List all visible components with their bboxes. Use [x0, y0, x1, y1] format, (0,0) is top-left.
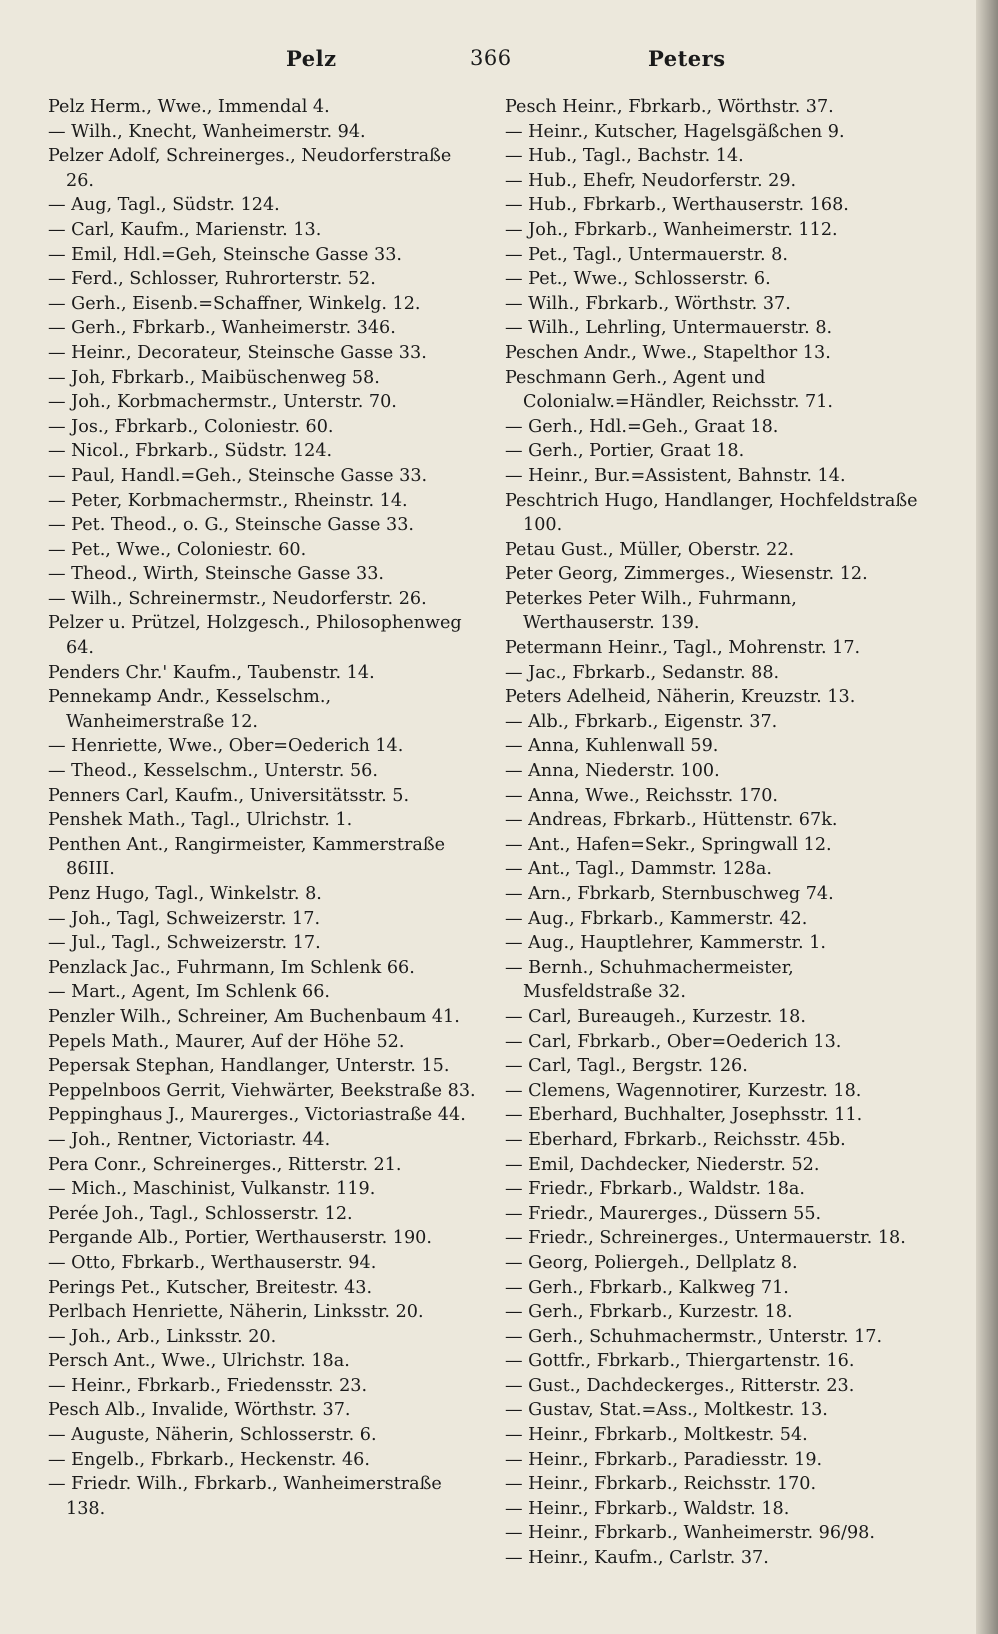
directory-entry: Penthen Ant., Rangirmeister, Kammerstraße 86III. — [48, 834, 446, 880]
directory-entry: — Friedr., Maurerges., Düssern 55. — [505, 1203, 822, 1224]
directory-entry: Pesch Heinr., Fbrkarb., Wörthstr. 37. — [505, 97, 834, 117]
directory-entry: — Pet., Wwe., Coloniestr. 60. — [48, 539, 307, 560]
directory-entry: — Pet., Wwe., Schlosserstr. 6. — [505, 269, 771, 290]
directory-entry: — Peter, Korbmachermstr., Rheinstr. 14. — [48, 490, 408, 511]
directory-entry: — Emil, Dachdecker, Niederstr. 52. — [505, 1154, 820, 1175]
directory-entry: — Gerh., Fbrkarb., Kurzestr. 18. — [505, 1302, 793, 1323]
directory-entry: Pepersak Stephan, Handlanger, Unterstr. 15. — [48, 1056, 450, 1077]
directory-entry: — Theod., Kesselschm., Unterstr. 56. — [48, 761, 378, 782]
directory-entry: Pelzer u. Prützel, Holzgesch., Philosophenweg 64. — [48, 613, 462, 659]
directory-entry: — Pet. Theod., o. G., Steinsche Gasse 33. — [48, 515, 414, 536]
directory-entry: — Carl, Fbrkarb., Ober=Oederich 13. — [505, 1031, 842, 1052]
directory-entry: — Wilh., Lehrling, Untermauerstr. 8. — [505, 318, 833, 339]
directory-entry: Penz Hugo, Tagl., Winkelstr. 8. — [48, 884, 322, 904]
directory-entry: Penzler Wilh., Schreiner, Am Buchenbaum 41. — [48, 1006, 460, 1027]
directory-entry: — Hub., Ehefr, Neudorferstr. 29. — [505, 170, 797, 191]
directory-entry: — Gust., Dachdeckerges., Ritterstr. 23. — [505, 1375, 855, 1396]
directory-entry: Pergande Alb., Portier, Werthauserstr. 190. — [48, 1228, 432, 1249]
directory-entry: — Carl, Kaufm., Marienstr. 13. — [48, 219, 322, 240]
directory-entry: Peppelnboos Gerrit, Viehwärter, Beekstraße 83. — [48, 1080, 476, 1101]
directory-entry: — Joh., Rentner, Victoriastr. 44. — [48, 1129, 331, 1150]
left-column — [48, 95, 480, 1521]
directory-entry: — Jac., Fbrkarb., Sedanstr. 88. — [505, 662, 780, 683]
directory-entry: — Andreas, Fbrkarb., Hüttenstr. 67k. — [505, 810, 838, 831]
directory-entry: — Friedr., Schreinerges., Untermauerstr. 18. — [505, 1228, 906, 1249]
directory-entry: — Aug, Tagl., Südstr. 124. — [48, 195, 280, 216]
directory-entry: — Nicol., Fbrkarb., Südstr. 124. — [48, 441, 333, 462]
directory-entry: — Aug., Hauptlehrer, Kammerstr. 1. — [505, 933, 826, 954]
directory-entry: — Bernh., Schuhmachermeister, Musfeldstraße 32. — [505, 957, 794, 1003]
directory-entry: — Pet., Tagl., Untermauerstr. 8. — [505, 244, 788, 265]
directory-entry: — Wilh., Fbrkarb., Wörthstr. 37. — [505, 293, 791, 314]
directory-entry: Perée Joh., Tagl., Schlosserstr. 12. — [48, 1203, 353, 1224]
directory-entry: — Theod., Wirth, Steinsche Gasse 33. — [48, 564, 384, 585]
directory-entry: Pelzer Adolf, Schreinerges., Neudorferstraße 26. — [48, 146, 452, 191]
directory-entry: — Friedr., Fbrkarb., Waldstr. 18a. — [505, 1179, 806, 1200]
directory-entry: — Anna, Wwe., Reichsstr. 170. — [505, 785, 778, 806]
directory-entry: — Heinr., Fbrkarb., Reichsstr. 170. — [505, 1474, 817, 1495]
right-column — [505, 95, 925, 1571]
directory-entry: — Arn., Fbrkarb, Sternbuschweg 74. — [505, 884, 834, 904]
directory-entry: — Paul, Handl.=Geh., Steinsche Gasse 33. — [48, 465, 428, 486]
directory-entry: — Heinr., Kutscher, Hagelsgäßchen 9. — [505, 121, 845, 142]
directory-entry: Pennekamp Andr., Kesselschm., Wanheimerstraße 12. — [48, 687, 332, 732]
directory-entry: — Otto, Fbrkarb., Werthauserstr. 94. — [48, 1252, 377, 1273]
directory-entry: — Heinr., Fbrkarb., Friedensstr. 23. — [48, 1375, 368, 1396]
header-left-keyword: Pelz — [286, 46, 337, 71]
directory-entry: — Eberhard, Fbrkarb., Reichsstr. 45b. — [505, 1129, 846, 1150]
directory-entry: — Joh., Tagl, Schweizerstr. 17. — [48, 908, 321, 929]
directory-entry: Petermann Heinr., Tagl., Mohrenstr. 17. — [505, 638, 861, 659]
directory-entry: Penners Carl, Kaufm., Universitätsstr. 5. — [48, 785, 410, 806]
directory-entry: — Jos., Fbrkarb., Coloniestr. 60. — [48, 416, 334, 437]
directory-entry: — Jul., Tagl., Schweizerstr. 17. — [48, 933, 321, 954]
page-header — [0, 46, 976, 82]
directory-entry: — Ant., Tagl., Dammstr. 128a. — [505, 859, 772, 880]
directory-entry: — Wilh., Schreinermstr., Neudorferstr. 26. — [48, 588, 427, 609]
directory-entry: — Gerh., Portier, Graat 18. — [505, 441, 745, 462]
directory-entry: — Anna, Kuhlenwall 59. — [505, 736, 719, 757]
directory-entry: — Emil, Hdl.=Geh, Steinsche Gasse 33. — [48, 244, 402, 265]
directory-entry: — Hub., Fbrkarb., Werthauserstr. 168. — [505, 195, 849, 216]
directory-entry: — Heinr., Fbrkarb., Moltkestr. 54. — [505, 1425, 808, 1446]
directory-entry: — Friedr. Wilh., Fbrkarb., Wanheimerstraße 138. — [48, 1474, 442, 1519]
directory-entry: — Ant., Hafen=Sekr., Springwall 12. — [505, 834, 832, 855]
directory-entry: Pepels Math., Maurer, Auf der Höhe 52. — [48, 1031, 405, 1052]
directory-entry: Petau Gust., Müller, Oberstr. 22. — [505, 539, 795, 560]
directory-entry: — Heinr., Bur.=Assistent, Bahnstr. 14. — [505, 465, 846, 486]
directory-entry: — Joh., Fbrkarb., Wanheimerstr. 112. — [505, 219, 838, 240]
directory-entry: — Alb., Fbrkarb., Eigenstr. 37. — [505, 711, 778, 732]
directory-entry: — Joh., Arb., Linksstr. 20. — [48, 1326, 277, 1347]
directory-entry: — Carl, Bureaugeh., Kurzestr. 18. — [505, 1006, 806, 1027]
directory-entry: — Henriette, Wwe., Ober=Oederich 14. — [48, 736, 404, 757]
directory-entry: — Heinr., Decorateur, Steinsche Gasse 33. — [48, 342, 427, 363]
directory-entry: — Gerh., Schuhmachermstr., Unterstr. 17. — [505, 1326, 883, 1347]
directory-entry: — Eberhard, Buchhalter, Josephsstr. 11. — [505, 1105, 863, 1126]
directory-entry: — Gerh., Eisenb.=Schaffner, Winkelg. 12. — [48, 293, 421, 314]
directory-entry: — Clemens, Wagennotirer, Kurzestr. 18. — [505, 1080, 862, 1101]
directory-entry: — Anna, Niederstr. 100. — [505, 761, 720, 782]
directory-entry: Peterkes Peter Wilh., Fuhrmann, Werthauserstr. 139. — [505, 588, 797, 634]
directory-entry: Peschen Andr., Wwe., Stapelthor 13. — [505, 342, 831, 363]
directory-entry: — Ferd., Schlosser, Ruhrorterstr. 52. — [48, 269, 376, 290]
page-edge-shadow — [976, 0, 998, 1634]
directory-entry: — Heinr., Fbrkarb., Paradiesstr. 19. — [505, 1449, 823, 1470]
directory-entry: Penzlack Jac., Fuhrmann, Im Schlenk 66. — [48, 957, 415, 978]
directory-entry: — Carl, Tagl., Bergstr. 126. — [505, 1056, 748, 1077]
directory-entry: Penders Chr.' Kaufm., Taubenstr. 14. — [48, 662, 375, 683]
directory-entry: Peschmann Gerh., Agent und Colonialw.=Händler, Reichsstr. 71. — [505, 367, 834, 413]
directory-entry: — Heinr., Kaufm., Carlstr. 37. — [505, 1548, 769, 1569]
directory-entry: — Mich., Maschinist, Vulkanstr. 119. — [48, 1179, 376, 1200]
directory-entry: — Georg, Poliergeh., Dellplatz 8. — [505, 1252, 798, 1273]
directory-entry: — Heinr., Fbrkarb., Wanheimerstr. 96/98. — [505, 1523, 875, 1544]
directory-entry: — Auguste, Näherin, Schlosserstr. 6. — [48, 1425, 377, 1446]
directory-entry: Peters Adelheid, Näherin, Kreuzstr. 13. — [505, 687, 856, 708]
directory-entry: Perings Pet., Kutscher, Breitestr. 43. — [48, 1277, 373, 1298]
directory-entry: Peter Georg, Zimmerges., Wiesenstr. 12. — [505, 564, 868, 585]
directory-entry: — Gustav, Stat.=Ass., Moltkestr. 13. — [505, 1400, 828, 1421]
directory-entry: Pesch Alb., Invalide, Wörthstr. 37. — [48, 1400, 351, 1421]
directory-entry: Peschtrich Hugo, Handlanger, Hochfeldstraße 100. — [505, 490, 918, 536]
directory-entry: — Gottfr., Fbrkarb., Thiergartenstr. 16. — [505, 1351, 855, 1372]
directory-entry: — Gerh., Fbrkarb., Wanheimerstr. 346. — [48, 318, 396, 339]
directory-entry: — Joh, Fbrkarb., Maibüschenweg 58. — [48, 367, 380, 388]
directory-entry: Persch Ant., Wwe., Ulrichstr. 18a. — [48, 1351, 350, 1372]
directory-entry: — Wilh., Knecht, Wanheimerstr. 94. — [48, 121, 366, 142]
directory-entry: — Mart., Agent, Im Schlenk 66. — [48, 982, 330, 1003]
directory-entry: — Heinr., Fbrkarb., Waldstr. 18. — [505, 1498, 790, 1519]
directory-entry: Penshek Math., Tagl., Ulrichstr. 1. — [48, 810, 353, 831]
directory-entry: — Joh., Korbmachermstr., Unterstr. 70. — [48, 392, 397, 413]
directory-entry: Pelz Herm., Wwe., Immendal 4. — [48, 97, 330, 117]
directory-entry: Pera Conr., Schreinerges., Ritterstr. 21. — [48, 1154, 402, 1175]
directory-entry: — Gerh., Fbrkarb., Kalkweg 71. — [505, 1277, 789, 1298]
directory-entry: — Engelb., Fbrkarb., Heckenstr. 46. — [48, 1449, 370, 1470]
directory-entry: Peppinghaus J., Maurerges., Victoriastraße 44. — [48, 1105, 466, 1126]
page-number: 366 — [470, 46, 512, 70]
directory-entry: — Gerh., Hdl.=Geh., Graat 18. — [505, 416, 779, 437]
header-right-keyword: Peters — [648, 46, 726, 71]
directory-entry: Perlbach Henriette, Näherin, Linksstr. 20. — [48, 1302, 424, 1323]
directory-entry: — Hub., Tagl., Bachstr. 14. — [505, 146, 744, 167]
directory-entry: — Aug., Fbrkarb., Kammerstr. 42. — [505, 908, 808, 929]
